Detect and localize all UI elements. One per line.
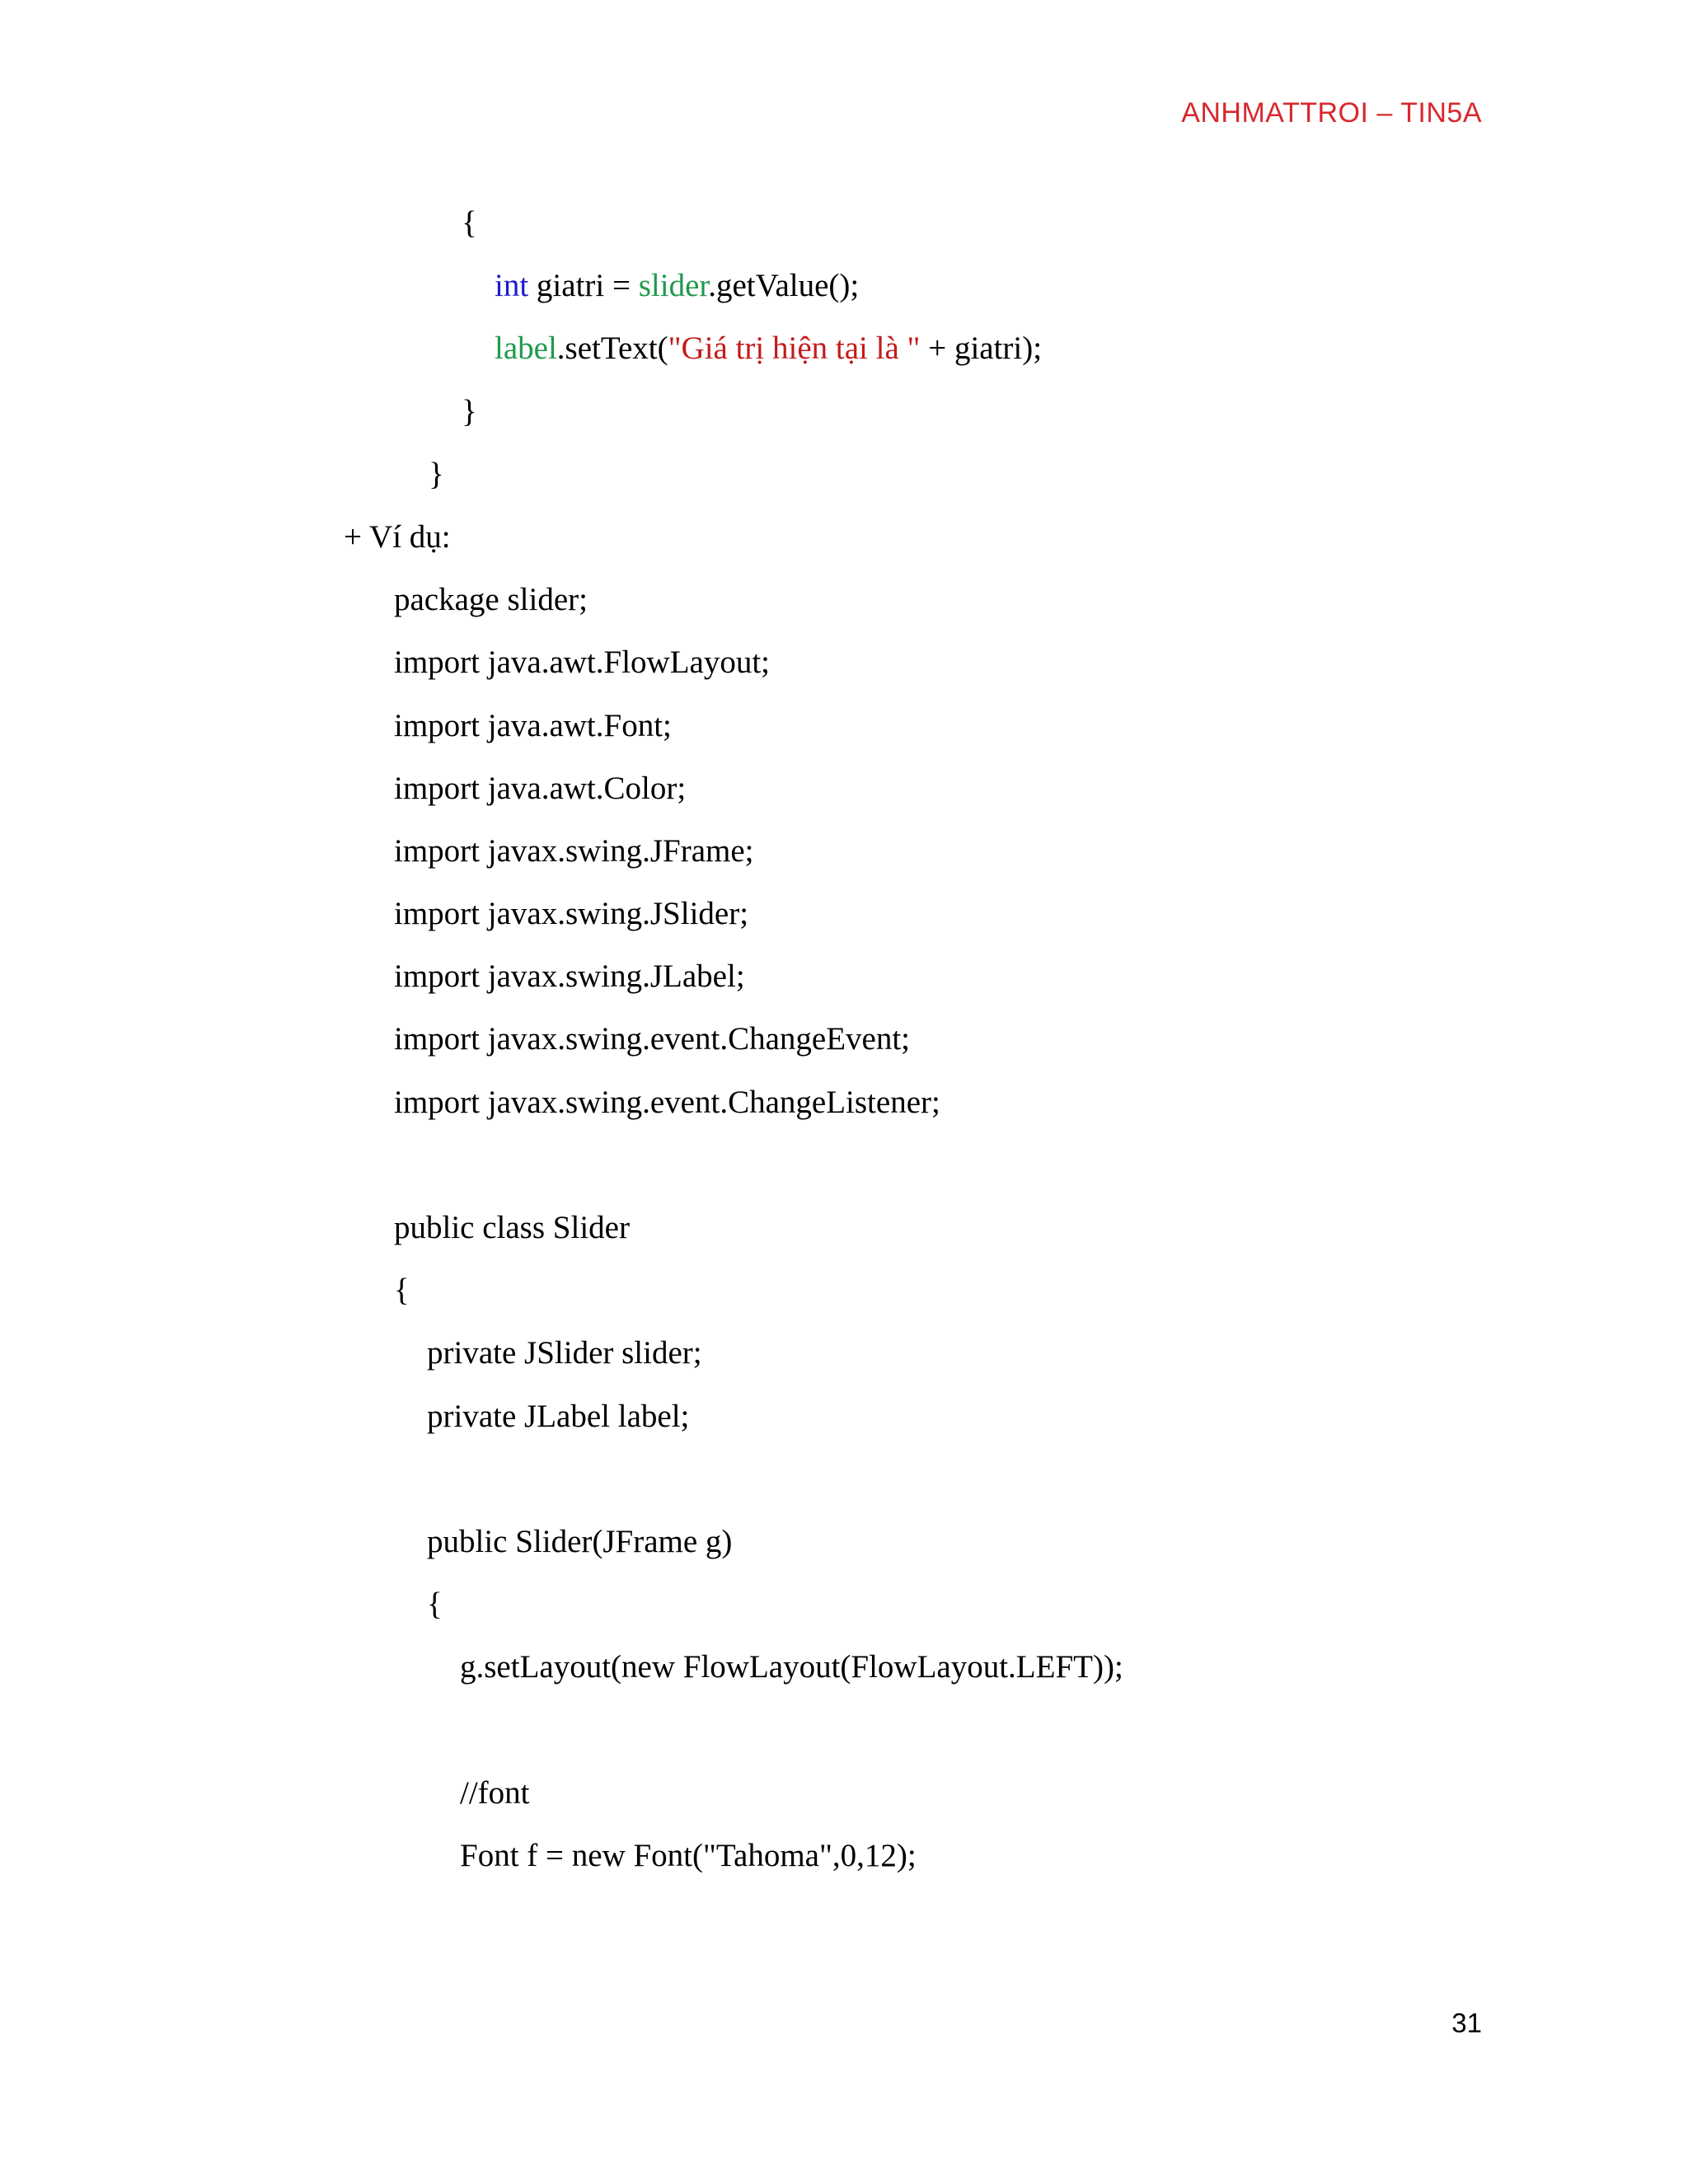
code-line	[0, 1825, 1688, 1887]
code-token: import java.awt.Font;	[394, 707, 672, 743]
code-token: }	[429, 456, 444, 492]
field-token: label	[495, 330, 557, 367]
code-token: g.setLayout(new FlowLayout(FlowLayout.LEFT));	[460, 1649, 1123, 1685]
code-line	[0, 506, 1688, 569]
code-line	[0, 1511, 1688, 1573]
code-line	[0, 1259, 1688, 1322]
keyword-token: int	[495, 268, 529, 304]
code-token: {	[394, 1272, 410, 1309]
code-token: }	[462, 393, 477, 429]
code-line	[0, 1636, 1688, 1699]
code-token: private JLabel label;	[427, 1398, 690, 1434]
code-line	[0, 443, 1688, 506]
code-token: Font f = new Font("Tahoma",0,12);	[460, 1837, 917, 1873]
blank-line	[0, 1699, 1688, 1762]
code-line	[0, 1573, 1688, 1636]
code-line	[0, 381, 1688, 443]
code-line	[0, 317, 1688, 380]
code-token: {	[462, 205, 477, 241]
code-token: public class Slider	[394, 1210, 630, 1245]
code-line	[0, 1762, 1688, 1825]
code-listing	[0, 192, 1688, 1887]
code-line	[0, 945, 1688, 1008]
code-token: + Ví dụ:	[344, 518, 451, 555]
code-token: import javax.swing.JFrame;	[394, 832, 754, 869]
string-token: "Giá trị hiện tại là "	[668, 330, 921, 367]
code-token: import java.awt.FlowLayout;	[394, 644, 771, 681]
code-line	[0, 757, 1688, 820]
code-line	[0, 1385, 1688, 1448]
code-token: private JSlider slider;	[427, 1335, 702, 1371]
code-token: import javax.swing.event.ChangeListener;	[394, 1084, 940, 1120]
page-number: 31	[1451, 2008, 1482, 2038]
code-token: import javax.swing.JLabel;	[394, 958, 745, 995]
code-line	[0, 695, 1688, 757]
code-line	[0, 569, 1688, 631]
code-line	[0, 192, 1688, 255]
code-line	[0, 1322, 1688, 1385]
code-line	[0, 1071, 1688, 1134]
field-token: slider	[638, 268, 709, 304]
code-token: giatri =	[528, 268, 639, 304]
blank-line	[0, 1134, 1688, 1197]
code-token: import javax.swing.JSlider;	[394, 896, 749, 932]
code-line	[0, 255, 1688, 317]
code-token: {	[427, 1586, 443, 1623]
code-token: import java.awt.Color;	[394, 770, 687, 806]
code-token: .getValue();	[708, 268, 860, 304]
code-token: //font	[460, 1774, 530, 1811]
code-line	[0, 1197, 1688, 1259]
code-token: public Slider(JFrame g)	[427, 1523, 733, 1559]
code-line	[0, 631, 1688, 694]
code-line	[0, 883, 1688, 945]
page-header: ANHMATTROI – TIN5A	[1181, 97, 1482, 129]
code-line	[0, 820, 1688, 883]
code-token: + giatri);	[920, 330, 1043, 367]
code-token: package slider;	[394, 582, 588, 618]
code-token: import javax.swing.event.ChangeEvent;	[394, 1021, 911, 1057]
code-token: .setText(	[556, 330, 668, 367]
blank-line	[0, 1448, 1688, 1511]
code-line	[0, 1008, 1688, 1071]
